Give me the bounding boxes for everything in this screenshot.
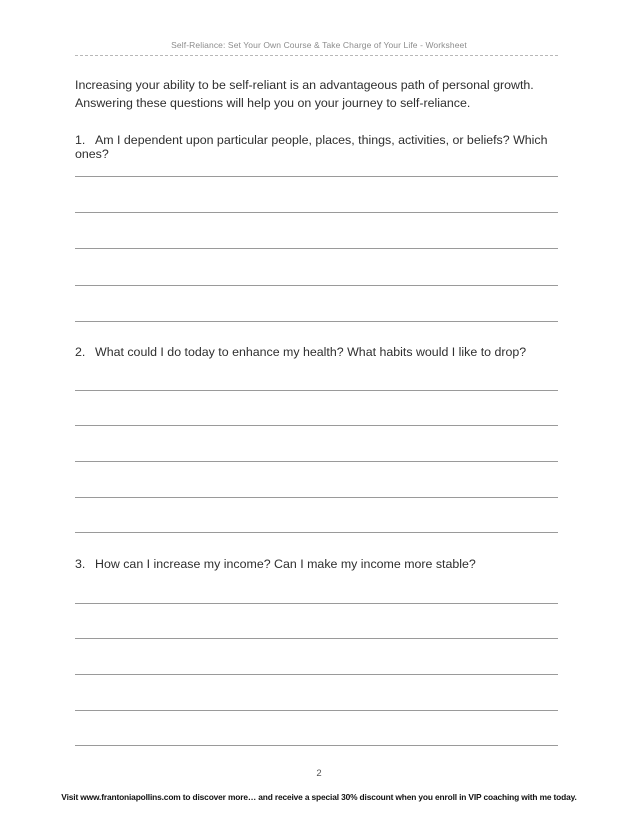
answer-line-2-1[interactable] [75,390,558,391]
answer-line-1-1[interactable] [75,176,558,177]
question-3-text: How can I increase my income? Can I make my income more stable? [95,557,476,571]
answer-line-1-2[interactable] [75,212,558,213]
answer-line-2-5[interactable] [75,532,558,533]
question-2 [75,345,565,359]
worksheet-header: Self-Reliance: Set Your Own Course & Take Charge of Your Life - Worksheet [171,40,467,50]
intro-line-2: Answering these questions will help you on your journey to self-reliance. [75,96,471,110]
answer-line-3-3[interactable] [75,674,558,675]
page-number: 2 [316,768,322,779]
question-2-text: What could I do today to enhance my health? What habits would I like to drop? [95,345,527,359]
answer-line-1-3[interactable] [75,248,558,249]
intro-line-1: Increasing your ability to be self-reliant is an advantageous path of personal growth. [75,78,534,92]
question-1-number: 1. [75,133,86,147]
answer-line-2-2[interactable] [75,425,558,426]
answer-line-3-2[interactable] [75,638,558,639]
answer-line-1-4[interactable] [75,285,558,286]
answer-line-2-4[interactable] [75,497,558,498]
footer-promo-text: Visit www.frantoniapollins.com to discover more… and receive a special 30% discount when you enroll in VIP coaching with me today. [61,792,577,802]
answer-line-3-5[interactable] [75,745,558,746]
header-divider [75,55,558,56]
answer-line-1-5[interactable] [75,321,558,322]
question-1 [75,133,565,161]
answer-line-2-3[interactable] [75,461,558,462]
answer-line-3-1[interactable] [75,603,558,604]
intro-paragraph [75,76,565,112]
question-3 [75,557,565,571]
question-1-text: Am I dependent upon particular people, places, things, activities, or beliefs? Which ones? [75,133,548,161]
question-2-number: 2. [75,345,86,359]
answer-line-3-4[interactable] [75,710,558,711]
question-3-number: 3. [75,557,86,571]
